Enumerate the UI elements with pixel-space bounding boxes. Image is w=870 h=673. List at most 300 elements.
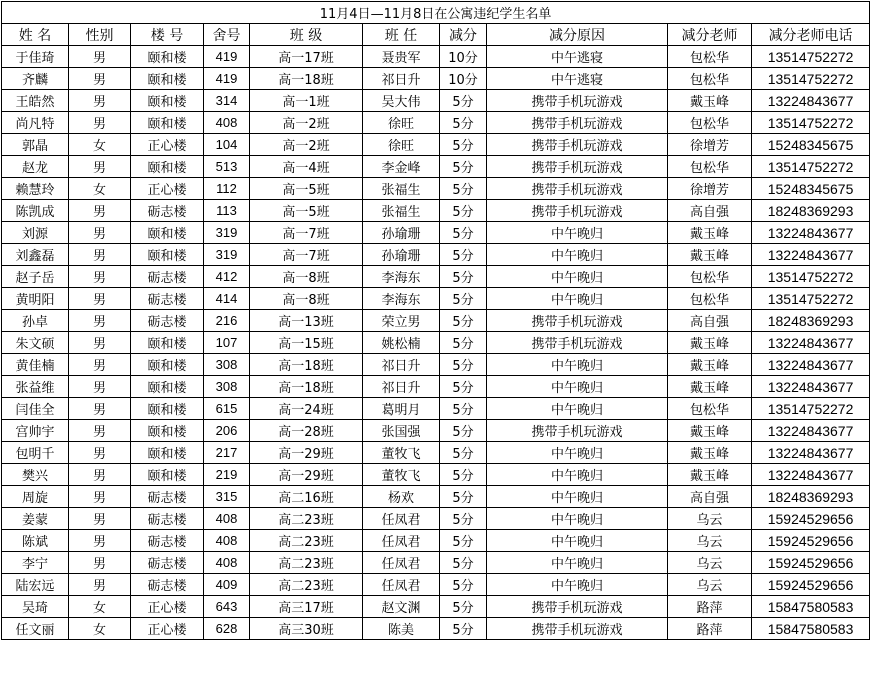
cell-room: 319 xyxy=(204,222,250,244)
cell-building: 砺志楼 xyxy=(131,486,204,508)
cell-name: 任文丽 xyxy=(2,618,69,640)
cell-reason: 携带手机玩游戏 xyxy=(487,156,668,178)
cell-deducting-teacher: 徐增芳 xyxy=(668,178,752,200)
cell-deduction: 5分 xyxy=(440,508,487,530)
cell-gender: 男 xyxy=(69,486,131,508)
cell-reason: 中午晚归 xyxy=(487,530,668,552)
cell-gender: 男 xyxy=(69,442,131,464)
table-row xyxy=(2,112,870,134)
cell-name: 周旋 xyxy=(2,486,69,508)
header-head-teacher: 班 任 xyxy=(363,24,440,46)
cell-head-teacher: 董牧飞 xyxy=(363,464,440,486)
cell-gender: 男 xyxy=(69,354,131,376)
cell-teacher-phone: 18248369293 xyxy=(752,310,870,332)
cell-head-teacher: 赵文渊 xyxy=(363,596,440,618)
cell-building: 砺志楼 xyxy=(131,200,204,222)
cell-gender: 男 xyxy=(69,376,131,398)
header-deducting-teacher: 减分老师 xyxy=(668,24,752,46)
cell-deducting-teacher: 路萍 xyxy=(668,596,752,618)
header-room: 舍号 xyxy=(204,24,250,46)
cell-teacher-phone: 15924529656 xyxy=(752,574,870,596)
cell-building: 颐和楼 xyxy=(131,376,204,398)
cell-room: 216 xyxy=(204,310,250,332)
cell-gender: 男 xyxy=(69,156,131,178)
cell-teacher-phone: 13224843677 xyxy=(752,442,870,464)
cell-class: 高一15班 xyxy=(250,332,363,354)
cell-name: 姜蒙 xyxy=(2,508,69,530)
table-row xyxy=(2,332,870,354)
cell-building: 颐和楼 xyxy=(131,156,204,178)
cell-deduction: 5分 xyxy=(440,90,487,112)
cell-reason: 携带手机玩游戏 xyxy=(487,112,668,134)
header-name: 姓 名 xyxy=(2,24,69,46)
cell-gender: 男 xyxy=(69,574,131,596)
cell-name: 樊兴 xyxy=(2,464,69,486)
cell-head-teacher: 葛明月 xyxy=(363,398,440,420)
cell-deducting-teacher: 戴玉峰 xyxy=(668,354,752,376)
cell-deducting-teacher: 戴玉峰 xyxy=(668,420,752,442)
cell-name: 刘源 xyxy=(2,222,69,244)
cell-head-teacher: 孙瑜珊 xyxy=(363,222,440,244)
cell-deducting-teacher: 包松华 xyxy=(668,46,752,68)
cell-deduction: 5分 xyxy=(440,266,487,288)
cell-head-teacher: 张福生 xyxy=(363,178,440,200)
cell-deduction: 5分 xyxy=(440,178,487,200)
cell-building: 颐和楼 xyxy=(131,68,204,90)
cell-reason: 携带手机玩游戏 xyxy=(487,200,668,222)
cell-teacher-phone: 13224843677 xyxy=(752,464,870,486)
cell-class: 高二23班 xyxy=(250,574,363,596)
cell-head-teacher: 杨欢 xyxy=(363,486,440,508)
table-row xyxy=(2,354,870,376)
cell-head-teacher: 李金峰 xyxy=(363,156,440,178)
cell-deduction: 10分 xyxy=(440,46,487,68)
cell-name: 吴琦 xyxy=(2,596,69,618)
cell-class: 高二23班 xyxy=(250,508,363,530)
header-teacher-phone: 减分老师电话 xyxy=(752,24,870,46)
cell-class: 高一7班 xyxy=(250,222,363,244)
cell-name: 宫帅宇 xyxy=(2,420,69,442)
cell-room: 409 xyxy=(204,574,250,596)
cell-building: 颐和楼 xyxy=(131,90,204,112)
cell-room: 643 xyxy=(204,596,250,618)
table-row xyxy=(2,200,870,222)
cell-deducting-teacher: 戴玉峰 xyxy=(668,442,752,464)
cell-name: 齐麟 xyxy=(2,68,69,90)
cell-reason: 中午晚归 xyxy=(487,288,668,310)
cell-teacher-phone: 13224843677 xyxy=(752,376,870,398)
cell-head-teacher: 祁日升 xyxy=(363,354,440,376)
cell-class: 高三30班 xyxy=(250,618,363,640)
cell-building: 颐和楼 xyxy=(131,354,204,376)
cell-gender: 男 xyxy=(69,200,131,222)
cell-head-teacher: 任凤君 xyxy=(363,552,440,574)
cell-class: 高一1班 xyxy=(250,90,363,112)
cell-room: 112 xyxy=(204,178,250,200)
cell-deducting-teacher: 戴玉峰 xyxy=(668,90,752,112)
cell-class: 高一4班 xyxy=(250,156,363,178)
cell-deduction: 5分 xyxy=(440,596,487,618)
cell-gender: 男 xyxy=(69,552,131,574)
cell-gender: 男 xyxy=(69,46,131,68)
cell-name: 赵龙 xyxy=(2,156,69,178)
cell-head-teacher: 任凤君 xyxy=(363,530,440,552)
cell-head-teacher: 张福生 xyxy=(363,200,440,222)
cell-teacher-phone: 13514752272 xyxy=(752,398,870,420)
cell-class: 高一29班 xyxy=(250,442,363,464)
table-row xyxy=(2,90,870,112)
cell-head-teacher: 李海东 xyxy=(363,266,440,288)
cell-building: 正心楼 xyxy=(131,134,204,156)
table-row xyxy=(2,178,870,200)
cell-head-teacher: 董牧飞 xyxy=(363,442,440,464)
cell-building: 砺志楼 xyxy=(131,310,204,332)
cell-building: 正心楼 xyxy=(131,618,204,640)
cell-room: 113 xyxy=(204,200,250,222)
cell-building: 颐和楼 xyxy=(131,112,204,134)
cell-teacher-phone: 15847580583 xyxy=(752,618,870,640)
cell-name: 尚凡特 xyxy=(2,112,69,134)
cell-deducting-teacher: 高自强 xyxy=(668,310,752,332)
cell-room: 319 xyxy=(204,244,250,266)
table-row xyxy=(2,46,870,68)
cell-gender: 男 xyxy=(69,530,131,552)
table-row xyxy=(2,574,870,596)
cell-building: 砺志楼 xyxy=(131,508,204,530)
cell-teacher-phone: 13514752272 xyxy=(752,156,870,178)
cell-deducting-teacher: 戴玉峰 xyxy=(668,332,752,354)
cell-reason: 中午晚归 xyxy=(487,552,668,574)
cell-deduction: 5分 xyxy=(440,464,487,486)
cell-room: 513 xyxy=(204,156,250,178)
cell-deduction: 5分 xyxy=(440,376,487,398)
cell-room: 419 xyxy=(204,46,250,68)
table-row xyxy=(2,486,870,508)
cell-name: 闫佳全 xyxy=(2,398,69,420)
cell-class: 高一2班 xyxy=(250,134,363,156)
cell-deduction: 5分 xyxy=(440,552,487,574)
cell-room: 107 xyxy=(204,332,250,354)
cell-class: 高一18班 xyxy=(250,376,363,398)
cell-reason: 携带手机玩游戏 xyxy=(487,90,668,112)
table-row xyxy=(2,420,870,442)
cell-teacher-phone: 13224843677 xyxy=(752,244,870,266)
cell-deducting-teacher: 戴玉峰 xyxy=(668,376,752,398)
cell-class: 高一24班 xyxy=(250,398,363,420)
cell-room: 219 xyxy=(204,464,250,486)
cell-deduction: 5分 xyxy=(440,332,487,354)
cell-gender: 男 xyxy=(69,90,131,112)
cell-teacher-phone: 18248369293 xyxy=(752,486,870,508)
cell-head-teacher: 张国强 xyxy=(363,420,440,442)
cell-class: 高一13班 xyxy=(250,310,363,332)
cell-head-teacher: 徐旺 xyxy=(363,112,440,134)
cell-reason: 中午晚归 xyxy=(487,574,668,596)
table-row xyxy=(2,618,870,640)
cell-room: 412 xyxy=(204,266,250,288)
cell-deducting-teacher: 包松华 xyxy=(668,112,752,134)
cell-reason: 携带手机玩游戏 xyxy=(487,420,668,442)
cell-reason: 携带手机玩游戏 xyxy=(487,332,668,354)
cell-room: 308 xyxy=(204,376,250,398)
cell-reason: 中午晚归 xyxy=(487,442,668,464)
cell-teacher-phone: 15924529656 xyxy=(752,508,870,530)
table-row xyxy=(2,156,870,178)
cell-teacher-phone: 13514752272 xyxy=(752,68,870,90)
cell-reason: 中午逃寝 xyxy=(487,46,668,68)
cell-name: 朱文硕 xyxy=(2,332,69,354)
cell-room: 315 xyxy=(204,486,250,508)
violation-table xyxy=(1,1,870,640)
cell-deducting-teacher: 乌云 xyxy=(668,552,752,574)
cell-building: 颐和楼 xyxy=(131,420,204,442)
cell-class: 高一17班 xyxy=(250,46,363,68)
cell-room: 206 xyxy=(204,420,250,442)
cell-name: 包明千 xyxy=(2,442,69,464)
cell-gender: 男 xyxy=(69,420,131,442)
cell-gender: 男 xyxy=(69,244,131,266)
cell-name: 于佳琦 xyxy=(2,46,69,68)
cell-teacher-phone: 13514752272 xyxy=(752,266,870,288)
cell-deducting-teacher: 高自强 xyxy=(668,200,752,222)
table-row xyxy=(2,398,870,420)
cell-room: 217 xyxy=(204,442,250,464)
cell-deducting-teacher: 高自强 xyxy=(668,486,752,508)
cell-reason: 中午晚归 xyxy=(487,508,668,530)
cell-gender: 男 xyxy=(69,222,131,244)
cell-gender: 男 xyxy=(69,464,131,486)
cell-deducting-teacher: 乌云 xyxy=(668,574,752,596)
cell-teacher-phone: 15924529656 xyxy=(752,552,870,574)
cell-head-teacher: 李海东 xyxy=(363,288,440,310)
cell-deduction: 5分 xyxy=(440,288,487,310)
cell-class: 高一18班 xyxy=(250,354,363,376)
cell-deduction: 5分 xyxy=(440,486,487,508)
cell-building: 砺志楼 xyxy=(131,288,204,310)
cell-reason: 中午晚归 xyxy=(487,354,668,376)
cell-deduction: 5分 xyxy=(440,530,487,552)
cell-deduction: 5分 xyxy=(440,618,487,640)
cell-teacher-phone: 13514752272 xyxy=(752,288,870,310)
cell-name: 李宁 xyxy=(2,552,69,574)
cell-reason: 中午晚归 xyxy=(487,398,668,420)
cell-reason: 中午晚归 xyxy=(487,244,668,266)
cell-building: 砺志楼 xyxy=(131,574,204,596)
cell-deducting-teacher: 戴玉峰 xyxy=(668,464,752,486)
cell-teacher-phone: 13224843677 xyxy=(752,332,870,354)
cell-reason: 携带手机玩游戏 xyxy=(487,618,668,640)
cell-room: 628 xyxy=(204,618,250,640)
cell-teacher-phone: 13224843677 xyxy=(752,354,870,376)
cell-room: 414 xyxy=(204,288,250,310)
cell-teacher-phone: 15248345675 xyxy=(752,178,870,200)
cell-reason: 中午晚归 xyxy=(487,222,668,244)
cell-class: 高一28班 xyxy=(250,420,363,442)
table-row xyxy=(2,288,870,310)
cell-building: 颐和楼 xyxy=(131,332,204,354)
cell-deduction: 5分 xyxy=(440,244,487,266)
cell-name: 赖慧玲 xyxy=(2,178,69,200)
cell-gender: 女 xyxy=(69,178,131,200)
cell-reason: 携带手机玩游戏 xyxy=(487,178,668,200)
cell-deduction: 5分 xyxy=(440,156,487,178)
cell-deduction: 5分 xyxy=(440,310,487,332)
cell-name: 王皓然 xyxy=(2,90,69,112)
cell-gender: 男 xyxy=(69,508,131,530)
cell-reason: 中午逃寝 xyxy=(487,68,668,90)
cell-building: 颐和楼 xyxy=(131,46,204,68)
header-gender: 性别 xyxy=(69,24,131,46)
table-row xyxy=(2,222,870,244)
cell-deduction: 5分 xyxy=(440,200,487,222)
cell-building: 颐和楼 xyxy=(131,398,204,420)
cell-deducting-teacher: 戴玉峰 xyxy=(668,222,752,244)
cell-deducting-teacher: 包松华 xyxy=(668,68,752,90)
cell-building: 颐和楼 xyxy=(131,222,204,244)
table-row xyxy=(2,310,870,332)
cell-class: 高一2班 xyxy=(250,112,363,134)
cell-gender: 女 xyxy=(69,618,131,640)
cell-deducting-teacher: 路萍 xyxy=(668,618,752,640)
cell-deducting-teacher: 戴玉峰 xyxy=(668,244,752,266)
cell-class: 高二16班 xyxy=(250,486,363,508)
cell-room: 104 xyxy=(204,134,250,156)
cell-building: 颐和楼 xyxy=(131,442,204,464)
cell-class: 高一5班 xyxy=(250,200,363,222)
cell-name: 郭晶 xyxy=(2,134,69,156)
cell-class: 高三17班 xyxy=(250,596,363,618)
cell-reason: 中午晚归 xyxy=(487,464,668,486)
cell-gender: 男 xyxy=(69,112,131,134)
cell-teacher-phone: 13224843677 xyxy=(752,90,870,112)
cell-deducting-teacher: 徐增芳 xyxy=(668,134,752,156)
cell-class: 高二23班 xyxy=(250,552,363,574)
cell-class: 高一8班 xyxy=(250,288,363,310)
cell-teacher-phone: 13224843677 xyxy=(752,222,870,244)
cell-teacher-phone: 15924529656 xyxy=(752,530,870,552)
cell-gender: 男 xyxy=(69,288,131,310)
cell-reason: 携带手机玩游戏 xyxy=(487,596,668,618)
cell-building: 颐和楼 xyxy=(131,464,204,486)
cell-room: 408 xyxy=(204,112,250,134)
cell-gender: 男 xyxy=(69,68,131,90)
cell-head-teacher: 祁日升 xyxy=(363,376,440,398)
table-row xyxy=(2,244,870,266)
cell-teacher-phone: 15847580583 xyxy=(752,596,870,618)
table-row xyxy=(2,552,870,574)
cell-building: 砺志楼 xyxy=(131,530,204,552)
cell-deduction: 5分 xyxy=(440,420,487,442)
cell-class: 高一18班 xyxy=(250,68,363,90)
cell-reason: 中午晚归 xyxy=(487,486,668,508)
table-row xyxy=(2,68,870,90)
cell-class: 高一5班 xyxy=(250,178,363,200)
table-row xyxy=(2,508,870,530)
cell-deducting-teacher: 乌云 xyxy=(668,508,752,530)
cell-head-teacher: 陈美 xyxy=(363,618,440,640)
cell-name: 陈斌 xyxy=(2,530,69,552)
cell-gender: 女 xyxy=(69,134,131,156)
cell-deducting-teacher: 包松华 xyxy=(668,288,752,310)
cell-deduction: 5分 xyxy=(440,112,487,134)
header-class: 班 级 xyxy=(250,24,363,46)
table-row xyxy=(2,266,870,288)
cell-building: 砺志楼 xyxy=(131,552,204,574)
cell-reason: 携带手机玩游戏 xyxy=(487,310,668,332)
cell-teacher-phone: 13514752272 xyxy=(752,112,870,134)
table-row xyxy=(2,596,870,618)
cell-deducting-teacher: 包松华 xyxy=(668,398,752,420)
cell-head-teacher: 祁日升 xyxy=(363,68,440,90)
cell-name: 孙卓 xyxy=(2,310,69,332)
cell-name: 刘鑫磊 xyxy=(2,244,69,266)
table-row xyxy=(2,376,870,398)
cell-deduction: 5分 xyxy=(440,134,487,156)
cell-room: 314 xyxy=(204,90,250,112)
table-row xyxy=(2,134,870,156)
cell-deducting-teacher: 包松华 xyxy=(668,156,752,178)
cell-deducting-teacher: 包松华 xyxy=(668,266,752,288)
cell-class: 高一29班 xyxy=(250,464,363,486)
cell-head-teacher: 徐旺 xyxy=(363,134,440,156)
cell-gender: 男 xyxy=(69,310,131,332)
cell-name: 赵子岳 xyxy=(2,266,69,288)
cell-gender: 男 xyxy=(69,266,131,288)
cell-teacher-phone: 18248369293 xyxy=(752,200,870,222)
cell-building: 正心楼 xyxy=(131,178,204,200)
table-row xyxy=(2,464,870,486)
cell-class: 高一8班 xyxy=(250,266,363,288)
cell-deducting-teacher: 乌云 xyxy=(668,530,752,552)
header-deduction: 减分 xyxy=(440,24,487,46)
cell-name: 黄明阳 xyxy=(2,288,69,310)
cell-head-teacher: 孙瑜珊 xyxy=(363,244,440,266)
table-row xyxy=(2,530,870,552)
cell-building: 颐和楼 xyxy=(131,244,204,266)
cell-class: 高一7班 xyxy=(250,244,363,266)
cell-room: 408 xyxy=(204,508,250,530)
cell-room: 408 xyxy=(204,530,250,552)
cell-room: 419 xyxy=(204,68,250,90)
cell-head-teacher: 吴大伟 xyxy=(363,90,440,112)
cell-deduction: 5分 xyxy=(440,354,487,376)
cell-gender: 男 xyxy=(69,332,131,354)
table-body xyxy=(2,46,870,640)
cell-head-teacher: 任凤君 xyxy=(363,574,440,596)
cell-deduction: 10分 xyxy=(440,68,487,90)
header-reason: 减分原因 xyxy=(487,24,668,46)
table-title: 11月4日—11月8日在公寓违纪学生名单 xyxy=(2,2,870,24)
cell-teacher-phone: 15248345675 xyxy=(752,134,870,156)
cell-teacher-phone: 13514752272 xyxy=(752,46,870,68)
cell-name: 陈凯成 xyxy=(2,200,69,222)
cell-head-teacher: 姚松楠 xyxy=(363,332,440,354)
cell-teacher-phone: 13224843677 xyxy=(752,420,870,442)
table-row xyxy=(2,442,870,464)
cell-head-teacher: 聂贵军 xyxy=(363,46,440,68)
cell-room: 615 xyxy=(204,398,250,420)
cell-head-teacher: 任凤君 xyxy=(363,508,440,530)
cell-gender: 女 xyxy=(69,596,131,618)
cell-head-teacher: 荣立男 xyxy=(363,310,440,332)
cell-building: 正心楼 xyxy=(131,596,204,618)
cell-deduction: 5分 xyxy=(440,398,487,420)
cell-name: 黄佳楠 xyxy=(2,354,69,376)
cell-reason: 中午晚归 xyxy=(487,376,668,398)
cell-reason: 中午晚归 xyxy=(487,266,668,288)
cell-reason: 携带手机玩游戏 xyxy=(487,134,668,156)
cell-name: 陆宏远 xyxy=(2,574,69,596)
